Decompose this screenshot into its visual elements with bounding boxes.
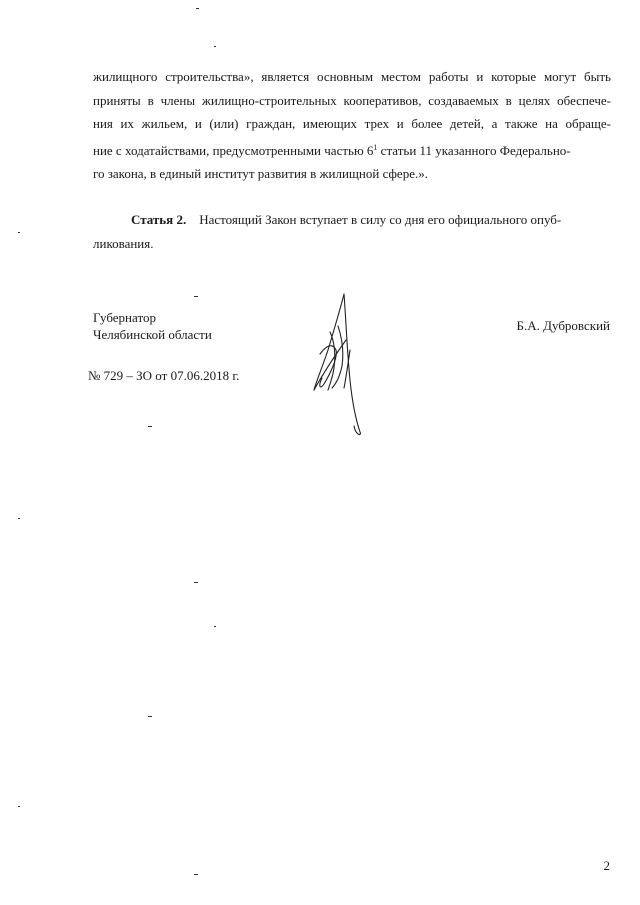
scan-speck — [214, 46, 216, 47]
scan-speck — [18, 232, 20, 233]
scan-speck — [214, 626, 216, 627]
scan-speck — [194, 874, 198, 875]
paragraph-continuation — [93, 65, 611, 186]
scan-speck — [194, 296, 198, 297]
scan-speck — [18, 806, 20, 807]
superscript: 1 — [373, 142, 378, 152]
text-line-part — [93, 136, 571, 163]
governor-title — [93, 309, 212, 343]
text-fragment: ние с ходатайствами, предусмотренными частью 6 — [93, 142, 374, 158]
page-number: 2 — [603, 858, 610, 873]
scan-speck — [196, 8, 199, 9]
scan-speck — [148, 426, 152, 427]
text-line-with-superscript — [93, 136, 611, 163]
text-line: жилищного строительства», является основным местом работы и которые могут быть — [93, 69, 611, 84]
governor-name: Б.А. Дубровский — [516, 318, 610, 333]
article-2-first-line — [93, 208, 611, 232]
scan-speck — [18, 518, 20, 519]
governor-title-line: Губернатор — [93, 310, 156, 325]
text-line: ния их жильем, и (или) граждан, имеющих трех и более детей, а также на обраще- — [93, 116, 611, 131]
article-text: Настоящий Закон вступает в силу со дня его официального опуб- — [199, 212, 562, 227]
scan-speck — [194, 582, 198, 583]
governor-region-line: Челябинской области — [93, 327, 212, 342]
text-fragment: статьи 11 указанного Федерально- — [377, 142, 571, 158]
law-number: № 729 – ЗО от 07.06.2018 г. — [88, 368, 240, 383]
scan-speck — [148, 716, 152, 717]
signature-image — [300, 290, 380, 440]
article-2-lead — [93, 208, 561, 232]
article-2-paragraph — [93, 208, 611, 255]
article-label: Статья 2. — [131, 212, 187, 227]
article-text-continuation: ликования. — [93, 235, 154, 251]
text-line: приняты в члены жилищно-строительных кооперативов, создаваемых в целях обеспече- — [93, 92, 611, 108]
text-line: го закона, в единый институт развития в жилищной сфере.». — [93, 166, 428, 181]
